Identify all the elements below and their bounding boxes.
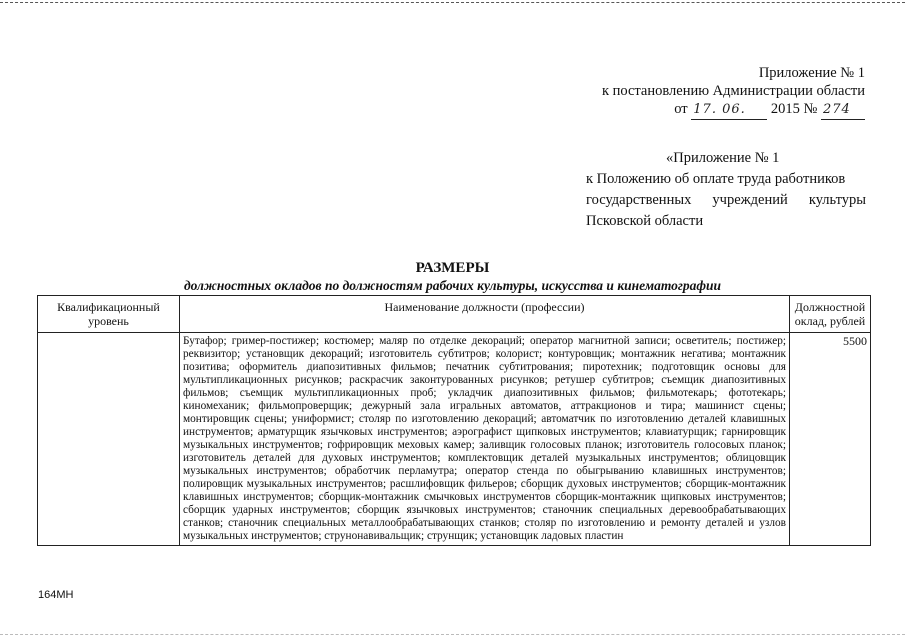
from-label: от (674, 101, 688, 117)
year-label: 2015 № (770, 101, 818, 117)
handwritten-number: 274 (821, 101, 865, 120)
header-level: Квалификационный уровень (38, 296, 180, 333)
handwritten-date: 17. 06. (691, 101, 767, 120)
appendix-header-line2: к постановлению Администрации области (601, 83, 865, 99)
cell-level (38, 333, 180, 546)
table-row (38, 333, 871, 546)
appendix-header-line1: Приложение № 1 (758, 65, 865, 81)
appendix-quote-line2: к Положению об оплате труда работников (586, 171, 846, 187)
appendix-header (585, 64, 865, 120)
appendix-quote (586, 148, 866, 232)
salary-table (37, 295, 871, 546)
top-edge-dashes (0, 2, 905, 3)
header-salary: Должностной оклад, рублей (790, 296, 871, 333)
appendix-quote-line1: «Приложение № 1 (666, 150, 780, 166)
table-header-row (38, 296, 871, 333)
appendix-quote-line3: государственных учреждений культуры (586, 192, 866, 208)
cell-positions: Бутафор; гример-постижер; костюмер; маляр по отделке декораций; оператор магнитной записи; осветитель; постижер; реквизитор; установщик декораций; изготовитель субтитров; колорист; контуровщик; монтажник негатива; монтажник позитива; оформитель диапозитивных фильмов; печатник субтитрования; пиротехник; подготовщик основы для мультипликационных рисунков; раскрасчик законтурованных рисунков; ретушер субтитров; съемщик диапозитивных фильмов; съемщик мультипликационных проб; укладчик диапозитивных фильмов; фильмотекарь; фототекарь; киномеханик; фильмопроверщик; дежурный зала игральных автоматов, аттракционов и тира; машинист сцены; монтировщик сцены; униформист; столяр по изготовлению декораций; автоматчик по изготовлению деталей клавишных инструментов; арматурщик язычковых инструментов; аэрографист щипковых инструментов; клавиатурщик; гарнировщик музыкальных инструментов; гофрировщик меховых камер; заливщик голосовых планок; изготовитель голосовых планок; изготовитель деталей для духовых инструментов; комплектовщик деталей музыкальных инструментов; облицовщик музыкальных инструментов; обработчик перламутра; оператор стенда по обыгрыванию клавишных инструментов; полировщик музыкальных инструментов; расшлифовщик фильеров; сборщик духовых инструментов; сборщик-монтажник клавишных инструментов; сборщик-монтажник смычковых инструментов сборщик-монтажник щипковых инструментов; сборщик ударных инструментов; сборщик язычковых инструментов; станочник специальных деревообрабатывающих станков; станочник специальных металлообрабатывающих станков; столяр по изготовлению и ремонту деталей и узлов музыкальных инструментов; струнонавивальщик; струнщик; установщик ладовых пластин (180, 333, 790, 546)
bottom-edge-dashes (0, 634, 905, 635)
header-position: Наименование должности (профессии) (180, 296, 790, 333)
footer-code: 164МН (38, 589, 74, 601)
order-date-line (585, 100, 865, 120)
appendix-quote-line4: Псковской области (586, 213, 704, 229)
cell-salary: 5500 (790, 333, 871, 546)
document-subtitle: должностных окладов по должностям рабочих культуры, искусства и кинематографии (183, 278, 722, 293)
document-title: РАЗМЕРЫ (415, 260, 490, 276)
